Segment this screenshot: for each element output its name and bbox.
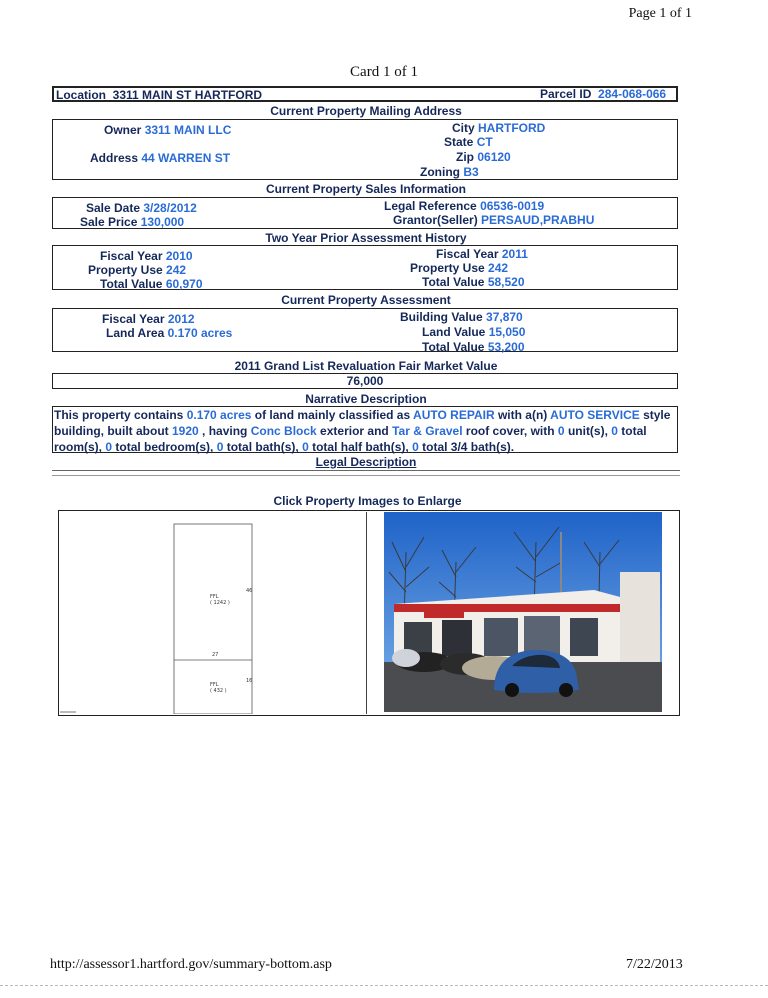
parcel-id-value: 284-068-066 [598, 87, 667, 101]
narr-34-baths: 0 [412, 440, 419, 454]
property-use-label: Property Use [410, 261, 485, 275]
footer-url[interactable]: http://assessor1.hartford.gov/summary-bottom.asp [50, 957, 332, 972]
total-value-label: Total Value [422, 275, 485, 289]
narr-exterior: Conc Block [250, 424, 317, 438]
total-value-value: 58,520 [487, 275, 525, 289]
photo-illustration [384, 512, 662, 712]
zoning-field [420, 165, 479, 179]
narr-half-baths: 0 [302, 440, 309, 454]
sketch-dim-1: 46 [246, 588, 253, 594]
legal-title: Legal Description [315, 455, 417, 469]
sales-title: Current Property Sales Information [265, 182, 467, 196]
narr-acres: 0.170 acres [186, 408, 252, 422]
property-use-label: Property Use [88, 263, 163, 277]
location-value: 3311 MAIN ST HARTFORD [112, 88, 263, 102]
assessment-title: Current Property Assessment [281, 293, 451, 307]
footer-date: 7/22/2013 [626, 957, 683, 972]
building-sketch[interactable] [60, 512, 364, 714]
building-value-label: Building Value [400, 310, 483, 324]
narrative-title: Narrative Description [305, 392, 427, 406]
page-indicator: Page 1 of 1 [628, 6, 692, 21]
sale-price-value: 130,000 [140, 215, 185, 229]
grantor-value: PERSAUD,PRABHU [481, 213, 595, 227]
zip-field [456, 150, 511, 164]
legal-ref-label: Legal Reference [384, 199, 477, 213]
zip-value: 06120 [477, 150, 511, 164]
location-label: Location [56, 88, 106, 102]
mailing-title: Current Property Mailing Address [270, 104, 462, 118]
sketch-dim-2: 27 [212, 652, 219, 658]
assessment-fy-field [102, 312, 195, 326]
city-field [452, 121, 545, 135]
sale-price-label: Sale Price [80, 215, 138, 229]
history-right-total [422, 275, 525, 289]
fiscal-year-value: 2012 [167, 312, 195, 326]
total-value-label: Total Value [100, 277, 163, 291]
building-value-field [400, 310, 523, 324]
owner-field [104, 123, 231, 137]
property-use-value: 242 [488, 261, 509, 275]
narrative-text: This property contains 0.170 acres of land mainly classified as AUTO REPAIR with a(n) AUTO SERVICE style building, built about 1920 , having Conc Block exterior and Tar & Gravel roof cover, with 0 unit(s), 0 total room(s), 0 total bedroom(s), 0 total bath(s), 0 total half bath(s), 0 total 3/4 bath(s). [54, 408, 671, 454]
total-value-value: 60,970 [165, 277, 203, 291]
narr-roof: Tar & Gravel [392, 424, 463, 438]
grantor-label: Grantor(Seller) [393, 213, 478, 227]
fiscal-year-value: 2011 [501, 247, 528, 261]
sketch-drawing [60, 512, 364, 714]
fiscal-year-label: Fiscal Year [100, 249, 163, 263]
narr-units: 0 [557, 424, 565, 438]
owner-value: 3311 MAIN LLC [144, 123, 232, 137]
footer-divider [0, 985, 768, 986]
address-label: Address [90, 151, 139, 165]
land-area-label: Land Area [106, 326, 165, 340]
fiscal-year-value: 2010 [165, 249, 193, 263]
zoning-label: Zoning [420, 165, 460, 179]
legal-divider [52, 470, 680, 476]
building-value-value: 37,870 [486, 310, 523, 324]
parcel-field [540, 87, 666, 101]
sketch-label-1: FFL [210, 594, 219, 600]
land-value-field [422, 325, 525, 339]
sale-price-field [80, 215, 184, 229]
history-left-total [100, 277, 203, 291]
legal-ref-field [384, 199, 544, 213]
total-value-label: Total Value [422, 340, 485, 354]
sale-date-value: 3/28/2012 [143, 201, 197, 215]
card-title: Card 1 of 1 [350, 64, 418, 80]
history-left-use [88, 263, 186, 277]
state-label: State [444, 135, 474, 149]
land-value-value: 15,050 [488, 325, 526, 339]
fiscal-year-label: Fiscal Year [436, 247, 499, 261]
land-value-label: Land Value [422, 325, 486, 339]
narr-bedrooms: 0 [105, 440, 113, 454]
narr-class: AUTO REPAIR [413, 408, 495, 422]
land-area-field [106, 326, 232, 340]
sketch-dim-3: 16 [246, 678, 253, 684]
total-value-value: 53,200 [487, 340, 525, 354]
narr-style: AUTO SERVICE [550, 408, 640, 422]
history-right-fy [436, 247, 528, 261]
history-left-fy [100, 249, 193, 263]
land-area-value: 0.170 acres [167, 326, 233, 340]
location-field [56, 88, 262, 102]
history-right-use [410, 261, 508, 275]
assessment-total-field [422, 340, 525, 354]
state-value: CT [476, 135, 493, 149]
grantor-field [393, 213, 594, 227]
city-label: City [452, 121, 475, 135]
sale-date-label: Sale Date [86, 201, 141, 215]
property-use-value: 242 [166, 263, 187, 277]
zoning-value: B3 [463, 165, 479, 179]
city-value: HARTFORD [478, 121, 546, 135]
address-value: 44 WARREN ST [141, 151, 231, 165]
legal-ref-value: 06536-0019 [480, 199, 545, 213]
sketch-area-1: ( 1242 ) [210, 600, 230, 606]
images-vertical-divider [366, 512, 367, 714]
history-title: Two Year Prior Assessment History [265, 231, 467, 245]
narr-rooms: 0 [611, 424, 618, 438]
narr-baths: 0 [216, 440, 224, 454]
narr-year: 1920 [171, 424, 199, 438]
sketch-label-2: FFL [210, 682, 219, 688]
images-link[interactable]: Click Property Images to Enlarge [273, 494, 462, 508]
owner-label: Owner [104, 123, 142, 137]
grand-list-title: 2011 Grand List Revaluation Fair Market Value [234, 359, 498, 373]
state-field [444, 135, 493, 149]
parcel-label: Parcel ID [540, 87, 592, 101]
sketch-area-2: ( 432 ) [210, 688, 227, 694]
fiscal-year-label: Fiscal Year [102, 312, 165, 326]
address-field [90, 151, 230, 165]
zip-label: Zip [456, 150, 474, 164]
grand-list-value: 76,000 [346, 374, 384, 388]
sale-date-field [86, 201, 197, 215]
property-photo[interactable] [384, 512, 662, 712]
